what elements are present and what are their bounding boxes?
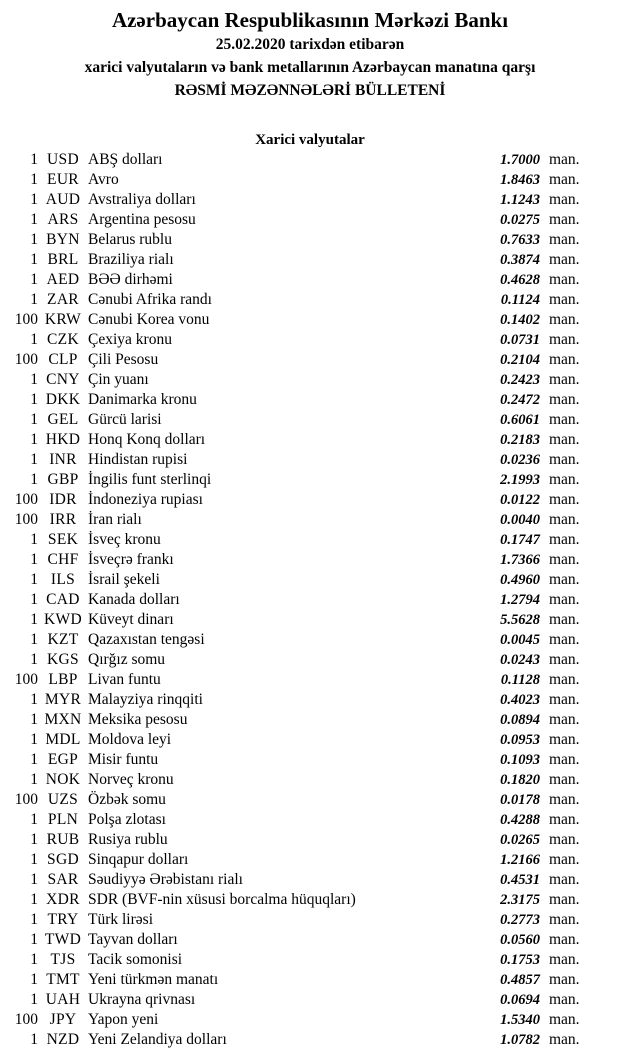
currency-row [0,930,620,950]
currency-row [0,450,620,470]
currency-quantity: 1 [30,331,38,348]
unit-label: man. [549,791,580,808]
currency-rate: 0.2773 [500,912,540,928]
currency-name: Yapon yeni [88,1011,159,1028]
currency-name: Livan funtu [88,671,161,688]
currency-rate: 1.8463 [500,172,540,188]
unit-label: man. [549,651,580,668]
currency-name: İndoneziya rupiası [88,491,203,508]
currency-code: CAD [46,591,80,608]
currency-row [0,650,620,670]
currency-code: KRW [44,311,82,328]
subject-line: xarici valyutaların və bank metallarının Azərbaycan manatına qarşı [84,59,536,76]
unit-label: man. [549,1011,580,1028]
unit-label: man. [549,391,580,408]
currency-rate: 0.2183 [500,432,540,448]
currency-row [0,590,620,610]
currency-quantity: 100 [14,491,38,508]
currency-name: Çexiya kronu [88,331,172,348]
unit-label: man. [549,771,580,788]
currency-quantity: 1 [30,971,38,988]
currency-rate: 0.7633 [500,232,540,248]
currency-name: İsveçrə frankı [88,551,174,568]
currency-code: SEK [47,531,79,548]
currency-name: Avro [88,171,119,188]
currency-quantity: 1 [30,691,38,708]
currency-name: Ukrayna qrivnası [88,991,196,1008]
unit-label: man. [549,451,580,468]
currency-rate: 0.3874 [500,252,540,268]
currency-code: TJS [50,951,76,968]
currency-quantity: 100 [14,351,38,368]
currency-code: UAH [45,991,81,1008]
currency-rate: 1.7000 [500,152,540,168]
currency-name: Qazaxıstan tengəsi [88,631,205,648]
currency-quantity: 1 [30,231,38,248]
currency-name: Sinqapur dolları [88,851,189,868]
currency-name: Özbək somu [88,791,166,808]
currency-row [0,970,620,990]
unit-label: man. [549,191,580,208]
currency-quantity: 1 [30,431,38,448]
unit-label: man. [549,491,580,508]
currency-quantity: 1 [30,251,38,268]
currency-rate: 0.6061 [500,412,540,428]
currency-name: Yeni türkmən manatı [88,971,219,988]
currency-row [0,390,620,410]
unit-label: man. [549,531,580,548]
currency-name: Belarus rublu [88,231,172,248]
currency-rate: 2.3175 [500,892,540,908]
currency-code: CNY [46,371,80,388]
unit-label: man. [549,1031,580,1048]
unit-label: man. [549,171,580,188]
currency-quantity: 1 [30,731,38,748]
currency-name: Malayziya rinqqiti [88,691,203,708]
currency-name: Qırğız somu [88,651,166,668]
currency-quantity: 100 [14,671,38,688]
currency-quantity: 1 [30,651,38,668]
currency-name: Yeni Zelandiya dolları [88,1031,227,1048]
currency-rate: 0.1820 [500,772,540,788]
currency-code: USD [47,151,79,168]
bank-name-title: Azərbaycan Respublikasının Mərkəzi Bankı [111,8,509,32]
currency-row [0,690,620,710]
currency-name: Gürcü larisi [88,411,162,428]
unit-label: man. [549,331,580,348]
currency-quantity: 1 [30,451,38,468]
currency-name: Tayvan dolları [88,931,178,948]
currency-quantity: 1 [30,891,38,908]
currency-quantity: 1 [30,371,38,388]
currency-name: İsveç kronu [88,531,161,548]
currency-name: Kanada dolları [88,591,180,608]
currency-row [0,210,620,230]
currency-name: İsrail şekeli [88,571,160,588]
currency-row [0,270,620,290]
currency-rate: 0.1093 [500,752,540,768]
currency-rate: 1.2794 [500,592,540,608]
currency-row [0,310,620,330]
currency-row [0,770,620,790]
currency-code: MYR [44,691,82,708]
currency-name: Meksika pesosu [88,711,188,728]
currency-row [0,750,620,770]
currency-code: NZD [46,1031,80,1048]
unit-label: man. [549,351,580,368]
currency-row [0,430,620,450]
currency-row [0,290,620,310]
currency-row [0,870,620,890]
currency-code: UZS [47,791,79,808]
currency-row [0,1030,620,1050]
currency-quantity: 1 [30,951,38,968]
currency-code: CZK [47,331,79,348]
unit-label: man. [549,591,580,608]
currency-rate: 0.0178 [500,792,540,808]
currency-rate: 0.0953 [500,732,540,748]
unit-label: man. [549,871,580,888]
unit-label: man. [549,971,580,988]
unit-label: man. [549,411,580,428]
currency-row [0,1010,620,1030]
currency-quantity: 1 [30,291,38,308]
currency-row [0,350,620,370]
currency-name: Argentina pesosu [88,211,196,228]
currency-row [0,810,620,830]
currency-code: MDL [45,731,81,748]
currency-code: GBP [47,471,79,488]
currency-code: EGP [47,751,79,768]
currency-code: AED [46,271,80,288]
unit-label: man. [549,991,580,1008]
currency-rate: 0.0731 [500,332,540,348]
unit-label: man. [549,731,580,748]
currency-rate: 0.0236 [500,452,540,468]
currency-rate: 1.5340 [500,1012,540,1028]
currency-row [0,550,620,570]
currency-code: TWD [44,931,82,948]
currency-rate: 0.0122 [500,492,540,508]
currency-quantity: 1 [30,751,38,768]
currency-name: ABŞ dolları [88,151,163,168]
currency-rate: 0.1747 [500,532,540,548]
currency-row [0,950,620,970]
currency-code: KZT [47,631,79,648]
currency-quantity: 1 [30,871,38,888]
currency-rate: 0.0045 [500,632,540,648]
currency-code: KGS [47,651,79,668]
currency-code: RUB [46,831,80,848]
unit-label: man. [549,911,580,928]
currency-code: TRY [47,911,79,928]
currency-rate: 1.1243 [500,192,540,208]
currency-quantity: 100 [14,511,38,528]
unit-label: man. [549,931,580,948]
unit-label: man. [549,251,580,268]
currency-quantity: 1 [30,851,38,868]
currency-code: INR [49,451,77,468]
currency-rate: 0.1124 [500,292,540,308]
currency-quantity: 1 [30,811,38,828]
currency-name: Hindistan rupisi [88,451,188,468]
currency-row [0,730,620,750]
unit-label: man. [549,551,580,568]
currency-name: Polşa zlotası [88,811,166,828]
currency-quantity: 1 [30,191,38,208]
currency-quantity: 100 [14,1011,38,1028]
currency-quantity: 1 [30,931,38,948]
currency-code: SGD [47,851,79,868]
currency-rate: 0.4288 [500,812,540,828]
currency-code: JPY [49,1011,77,1028]
currency-quantity: 1 [30,471,38,488]
currency-code: HKD [45,431,81,448]
unit-label: man. [549,431,580,448]
currency-name: İngilis funt sterlinqi [88,471,212,488]
currency-row [0,570,620,590]
currency-row [0,790,620,810]
unit-label: man. [549,751,580,768]
currency-rate: 0.0265 [500,832,540,848]
unit-label: man. [549,271,580,288]
unit-label: man. [549,851,580,868]
currency-rate: 0.4023 [500,692,540,708]
currency-quantity: 1 [30,1031,38,1048]
unit-label: man. [549,231,580,248]
currency-name: Küveyt dinarı [88,611,174,628]
currency-code: LBP [48,671,78,688]
unit-label: man. [549,571,580,588]
unit-label: man. [549,951,580,968]
unit-label: man. [549,631,580,648]
currency-name: Danimarka kronu [88,391,197,408]
currency-quantity: 1 [30,391,38,408]
currency-quantity: 1 [30,151,38,168]
currency-name: Avstraliya dolları [88,191,196,208]
currency-code: DKK [45,391,81,408]
currency-rate: 0.1753 [500,952,540,968]
currency-quantity: 1 [30,911,38,928]
currency-quantity: 1 [30,211,38,228]
currency-name: Səudiyyə Ərəbistanı rialı [88,871,243,888]
unit-label: man. [549,511,580,528]
currency-row [0,990,620,1010]
currency-name: Honq Konq dolları [88,431,206,448]
unit-label: man. [549,891,580,908]
currency-rate: 0.0040 [500,512,540,528]
currency-rate: 0.4628 [500,272,540,288]
currency-quantity: 1 [30,551,38,568]
currency-row [0,510,620,530]
currency-rate: 0.0560 [500,932,540,948]
currency-quantity: 1 [30,591,38,608]
unit-label: man. [549,311,580,328]
currency-name: Çili Pesosu [88,351,159,368]
currency-rate: 0.2472 [500,392,540,408]
currency-name: Cənubi Korea vonu [88,311,210,328]
currency-name: Braziliya rialı [88,251,174,268]
currency-rate: 5.5628 [500,612,540,628]
currency-rate: 0.2104 [500,352,540,368]
currency-rate: 0.0243 [500,652,540,668]
currency-row [0,410,620,430]
currency-quantity: 1 [30,831,38,848]
currency-quantity: 1 [30,631,38,648]
currency-name: Cənubi Afrika randı [88,291,212,308]
unit-label: man. [549,371,580,388]
currency-row [0,710,620,730]
section-title-foreign-currencies: Xarici valyutalar [255,132,365,148]
currency-quantity: 1 [30,571,38,588]
unit-label: man. [549,811,580,828]
currency-rate: 0.4531 [500,872,540,888]
currency-name: Moldova leyi [88,731,172,748]
currency-row [0,490,620,510]
currency-rate: 1.0782 [500,1032,540,1048]
currency-rate: 0.2423 [500,372,540,388]
currency-row [0,170,620,190]
unit-label: man. [549,711,580,728]
currency-rate: 0.0894 [500,712,540,728]
currency-name: Misir funtu [88,751,159,768]
currency-code: AUD [45,191,81,208]
currency-quantity: 1 [30,711,38,728]
bulletin-title: RƏSMİ MƏZƏNNƏLƏRİ BÜLLETENİ [174,82,446,99]
currency-quantity: 1 [30,171,38,188]
unit-label: man. [549,671,580,688]
currency-row [0,890,620,910]
currency-code: XDR [46,891,80,908]
currency-row [0,330,620,350]
currency-code: ZAR [47,291,79,308]
currency-quantity: 1 [30,991,38,1008]
bulletin-header [0,0,620,102]
currency-row [0,910,620,930]
unit-label: man. [549,611,580,628]
currency-code: IRR [49,511,77,528]
currency-quantity: 1 [30,611,38,628]
currency-rate: 1.2166 [500,852,540,868]
currency-row [0,370,620,390]
currency-row [0,670,620,690]
currency-name: Norveç kronu [88,771,174,788]
currency-code: SAR [47,871,79,888]
unit-label: man. [549,211,580,228]
currency-quantity: 1 [30,531,38,548]
unit-label: man. [549,291,580,308]
unit-label: man. [549,471,580,488]
currency-rate: 0.0275 [500,212,540,228]
currency-name: SDR (BVF-nin xüsusi borcalma hüquqları) [88,891,356,908]
currency-row [0,850,620,870]
currency-code: MXN [44,711,82,728]
currency-code: BRL [47,251,79,268]
currency-row [0,230,620,250]
currency-quantity: 1 [30,771,38,788]
currency-rate: 0.4960 [500,572,540,588]
currency-code: IDR [49,491,77,508]
currency-name: Türk lirəsi [88,911,153,928]
unit-label: man. [549,691,580,708]
unit-label: man. [549,831,580,848]
currency-quantity: 1 [30,271,38,288]
currency-row [0,470,620,490]
currency-row [0,630,620,650]
currency-name: İran rialı [88,511,142,528]
currency-quantity: 1 [30,411,38,428]
currency-row [0,610,620,630]
currency-quantity: 100 [14,311,38,328]
currency-rate: 0.1128 [500,672,540,688]
rates-table [0,150,620,1050]
currency-name: Çin yuanı [88,371,149,388]
currency-code: EUR [47,171,79,188]
currency-rate: 2.1993 [500,472,540,488]
currency-name: Rusiya rublu [88,831,168,848]
currency-code: BYN [46,231,80,248]
currency-quantity: 100 [14,791,38,808]
currency-code: ARS [47,211,79,228]
currency-rate: 0.1402 [500,312,540,328]
currency-name: BƏƏ dirhəmi [88,271,173,288]
currency-row [0,250,620,270]
currency-row [0,830,620,850]
currency-code: NOK [45,771,81,788]
currency-code: GEL [47,411,79,428]
currency-code: CLP [48,351,78,368]
currency-row [0,190,620,210]
currency-name: Tacik somonisi [88,951,183,968]
currency-rate: 1.7366 [500,552,540,568]
currency-row [0,530,620,550]
unit-label: man. [549,151,580,168]
currency-code: TMT [46,971,80,988]
currency-row [0,150,620,170]
effective-date-line: 25.02.2020 tarixdən etibarən [215,36,405,53]
currency-code: CHF [47,551,79,568]
currency-code: PLN [47,811,79,828]
currency-code: KWD [44,611,82,628]
currency-rate: 0.4857 [500,972,540,988]
currency-rate: 0.0694 [500,992,540,1008]
currency-code: ILS [50,571,76,588]
